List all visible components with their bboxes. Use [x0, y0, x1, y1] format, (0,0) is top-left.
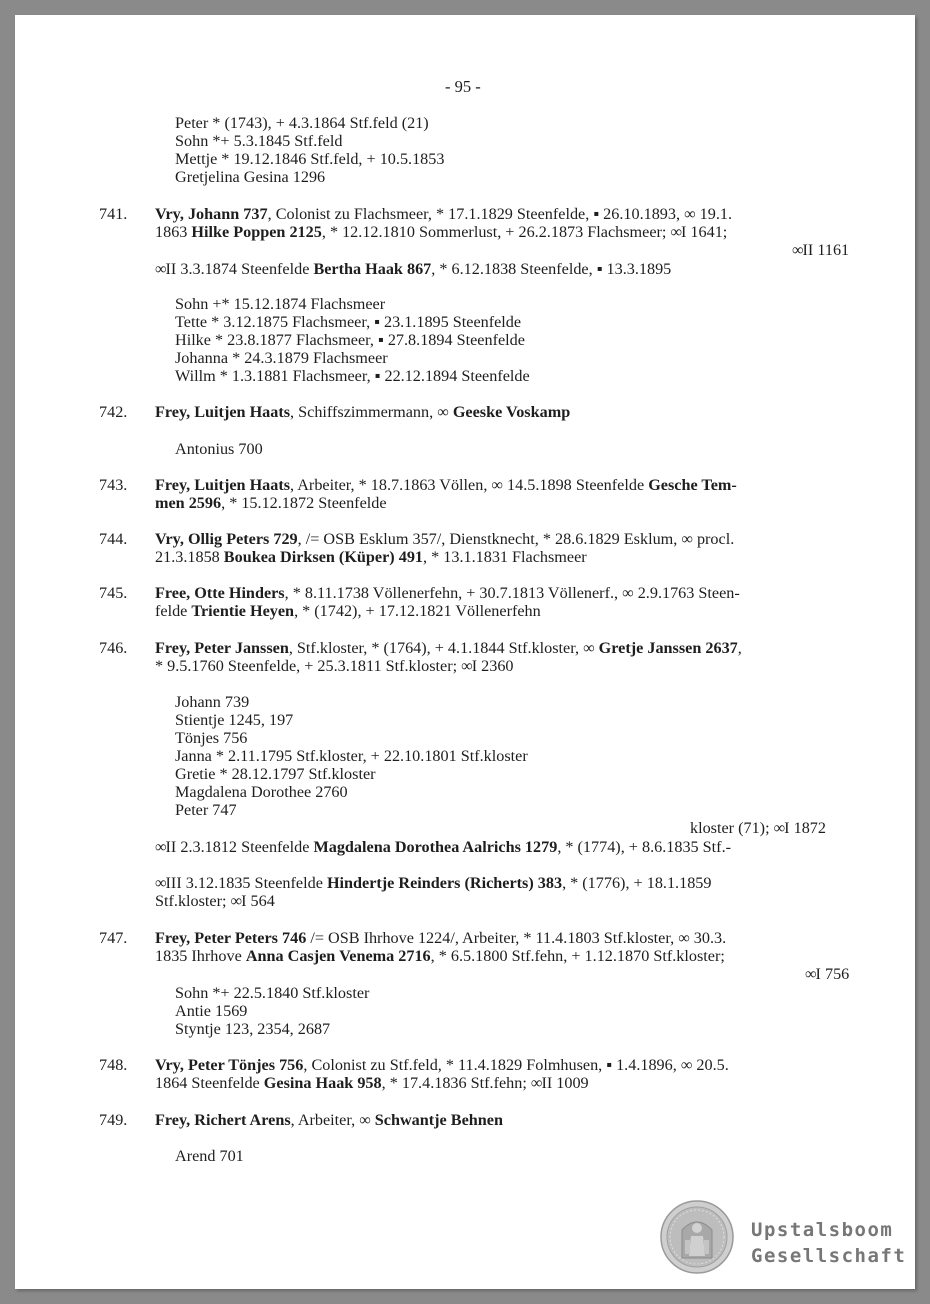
entry-number: 748.	[99, 1056, 128, 1074]
marriage-symbol: ∞	[461, 657, 472, 675]
person-name: Frey, Luitjen Haats	[155, 403, 291, 421]
marriage-symbol: ∞	[792, 241, 803, 259]
entry-line: * 9.5.1760 Steenfelde, + 25.3.1811 Stf.kloster; ∞I 2360	[155, 657, 514, 675]
marriage-symbol: ∞	[773, 819, 785, 837]
person-name: Frey, Luitjen Haats	[155, 476, 291, 494]
burial-symbol: ▪	[378, 331, 384, 349]
burial-symbol: ▪	[606, 1056, 613, 1074]
child-line: Stientje 1245, 197	[175, 711, 294, 729]
child-line: Gretjelina Gesina 1296	[175, 168, 326, 186]
marriage-symbol: ∞	[359, 1111, 371, 1129]
spouse-name: Schwantje Behnen	[370, 1111, 503, 1129]
marriage-symbol: ∞	[530, 1074, 542, 1092]
child-line: Sohn +* 15.12.1874 Flachsmeer	[175, 295, 386, 313]
spouse-name: Anna Casjen Venema 2716	[245, 947, 431, 965]
child-line: Janna * 2.11.1795 Stf.kloster, + 22.10.1801 Stf.kloster	[175, 747, 528, 765]
entry-text: 26.10.1893,	[599, 205, 685, 223]
entry-text: II 3.3.1874 Steenfelde	[165, 260, 314, 278]
marriage-symbol: ∞	[155, 874, 166, 892]
entry-number: 744.	[99, 530, 128, 548]
marriage-symbol: ∞	[805, 965, 816, 983]
entry-line: kloster (71); ∞I 1872	[690, 819, 826, 837]
child-line: Gretie * 28.12.1797 Stf.kloster	[175, 765, 376, 783]
spouse-name: Hilke Poppen 2125	[191, 223, 322, 241]
entry-line: Frey, Luitjen Haats, Arbeiter, * 18.7.1863 Völlen, ∞ 14.5.1898 Steenfelde Gesche Tem-	[155, 476, 737, 494]
entry-text: II 1161	[802, 241, 850, 259]
child-line: Peter * (1743), + 4.3.1864 Stf.feld (21)	[175, 114, 429, 132]
burial-symbol: ▪	[593, 205, 600, 223]
person-name: Frey, Peter Janssen	[155, 639, 289, 657]
entry-line: Frey, Peter Janssen, Stf.kloster, * (1764), + 4.1.1844 Stf.kloster, ∞ Gretje Janssen 2637,	[155, 639, 742, 657]
marriage-symbol: ∞	[678, 929, 690, 947]
child-line: Arend 701	[175, 1147, 244, 1165]
entry-line: Free, Otte Hinders, * 8.11.1738 Völlenerfehn, + 30.7.1813 Völlenerf., ∞ 2.9.1763 Steen-	[155, 584, 740, 602]
marriage-symbol: ∞	[491, 476, 503, 494]
entry-text: , * 12.12.1810 Sommerlust, + 26.2.1873 Flachsmeer;	[321, 223, 671, 241]
person-name: Frey, Richert Arens	[155, 1111, 291, 1129]
child-line: Tette * 3.12.1875 Flachsmeer, ▪ 23.1.1895 Steenfelde	[175, 313, 522, 331]
spouse-name: Boukea Dirksen (Küper) 491	[223, 548, 424, 566]
person-name: Free, Otte Hinders	[155, 584, 285, 602]
spouse-name: Geeske Voskamp	[448, 403, 571, 421]
child-line: Peter 747	[175, 801, 237, 819]
entry-number: 746.	[99, 639, 128, 657]
person-name: Vry, Ollig Peters 729	[155, 530, 298, 548]
entry-text: 13.3.1895	[602, 260, 672, 278]
entry-number: 741.	[99, 205, 128, 223]
person-name: Frey, Peter Peters 746	[155, 929, 307, 947]
marriage-symbol: ∞	[622, 584, 634, 602]
entry-number: 742.	[99, 403, 128, 421]
person-name: Vry, Johann 737	[155, 205, 268, 223]
marriage-symbol: ∞	[680, 1056, 693, 1074]
entry-line: Frey, Luitjen Haats, Schiffszimmermann, ∞ Geeske Voskamp	[155, 403, 571, 421]
burial-symbol: ▪	[596, 260, 603, 278]
entry-line: felde Trientie Heyen, * (1742), + 17.12.1821 Völlenerfehn	[155, 602, 541, 620]
logo-line: Upstalsboom	[751, 1219, 894, 1241]
spouse-name: Magdalena Dorothea Aalrichs 1279	[313, 838, 558, 856]
entry-line: ∞III 3.12.1835 Steenfelde Hindertje Reinders (Richerts) 383, * (1776), + 18.1.1859	[155, 874, 712, 892]
entry-text: 1863	[155, 223, 192, 241]
entry-line	[155, 224, 727, 240]
person-name: Vry, Peter Tönjes 756	[155, 1056, 304, 1074]
entry-text: I 1641;	[680, 223, 728, 241]
spouse-name: Hindertje Reinders (Richerts) 383	[326, 874, 563, 892]
marriage-symbol: ∞	[437, 403, 449, 421]
entry-line: Frey, Richert Arens, Arbeiter, ∞ Schwantje Behnen	[155, 1111, 503, 1129]
entry-line: Vry, Peter Tönjes 756, Colonist zu Stf.feld, * 11.4.1829 Folmhusen, ▪ 1.4.1896, ∞ 20.5.	[155, 1056, 729, 1074]
entry-line	[155, 261, 671, 277]
entry-line: 1864 Steenfelde Gesina Haak 958, * 17.4.1836 Stf.fehn; ∞II 1009	[155, 1074, 589, 1092]
entry-line: 1835 Ihrhove Anna Casjen Venema 2716, * 6.5.1800 Stf.fehn, + 1.12.1870 Stf.kloster;	[155, 947, 725, 965]
marriage-symbol: ∞	[230, 892, 242, 910]
spouse-name: Gesina Haak 958	[263, 1074, 382, 1092]
entry-number: 745.	[99, 584, 128, 602]
marriage-symbol: ∞	[681, 530, 693, 548]
entry-line	[155, 206, 732, 222]
entry-text: , Colonist zu Flachsmeer, * 17.1.1829 Steenfelde,	[267, 205, 594, 223]
entry-line	[792, 242, 849, 258]
spouse-name: Bertha Haak 867	[313, 260, 432, 278]
child-line: Antonius 700	[175, 440, 263, 458]
child-line: Styntje 123, 2354, 2687	[175, 1020, 331, 1038]
marriage-symbol: ∞	[155, 260, 166, 278]
entry-line: Stf.kloster; ∞I 564	[155, 892, 275, 910]
entry-line: ∞I 756	[805, 965, 850, 983]
spouse-name: Gretje Janssen 2637	[598, 639, 738, 657]
child-line: Johann 739	[175, 693, 250, 711]
child-line: Sohn *+ 5.3.1845 Stf.feld	[175, 132, 343, 150]
burial-symbol: ▪	[374, 367, 381, 385]
entry-line: Frey, Peter Peters 746 /= OSB Ihrhove 1224/, Arbeiter, * 11.4.1803 Stf.kloster, ∞ 30.3.	[155, 929, 727, 947]
child-line: Johanna * 24.3.1879 Flachsmeer	[175, 349, 388, 367]
child-line: Hilke * 23.8.1877 Flachsmeer, ▪ 27.8.1894 Steenfelde	[175, 331, 525, 349]
marriage-symbol: ∞	[670, 223, 681, 241]
burial-symbol: ▪	[374, 313, 380, 331]
entry-number: 747.	[99, 929, 128, 947]
entry-line: 21.3.1858 Boukea Dirksen (Küper) 491, * 13.1.1831 Flachsmeer	[155, 548, 587, 566]
child-line: Antie 1569	[175, 1002, 248, 1020]
entry-line: Vry, Ollig Peters 729, /= OSB Esklum 357/, Dienstknecht, * 28.6.1829 Esklum, ∞ procl.	[155, 530, 735, 548]
child-line: Magdalena Dorothee 2760	[175, 783, 348, 801]
entry-line: ∞II 2.3.1812 Steenfelde Magdalena Dorothea Aalrichs 1279, * (1774), + 8.6.1835 Stf.-	[155, 838, 732, 856]
child-line: Sohn *+ 22.5.1840 Stf.kloster	[175, 984, 370, 1002]
child-line: Mettje * 19.12.1846 Stf.feld, + 10.5.1853	[175, 150, 445, 168]
spouse-name: Gesche Tem-	[648, 476, 737, 494]
marriage-symbol: ∞	[155, 838, 166, 856]
entry-line: men 2596, * 15.12.1872 Steenfelde	[155, 494, 387, 512]
logo-line: Gesellschaft	[751, 1245, 907, 1267]
child-line: Willm * 1.3.1881 Flachsmeer, ▪ 22.12.1894 Steenfelde	[175, 367, 530, 385]
document-page	[15, 15, 915, 1289]
entry-text: , * 6.12.1838 Steenfelde,	[431, 260, 597, 278]
entry-text: 19.1.	[695, 205, 733, 223]
entry-number: 749.	[99, 1111, 128, 1129]
entry-number: 743.	[99, 476, 128, 494]
spouse-name: Trientie Heyen	[191, 602, 295, 620]
seal-logo-icon	[660, 1200, 734, 1274]
spouse-name: men 2596	[155, 494, 222, 512]
page-number: - 95 -	[445, 77, 481, 96]
logo-wordmark	[751, 1217, 906, 1269]
marriage-symbol: ∞	[583, 639, 595, 657]
child-line: Tönjes 756	[175, 729, 248, 747]
marriage-symbol: ∞	[684, 205, 696, 223]
